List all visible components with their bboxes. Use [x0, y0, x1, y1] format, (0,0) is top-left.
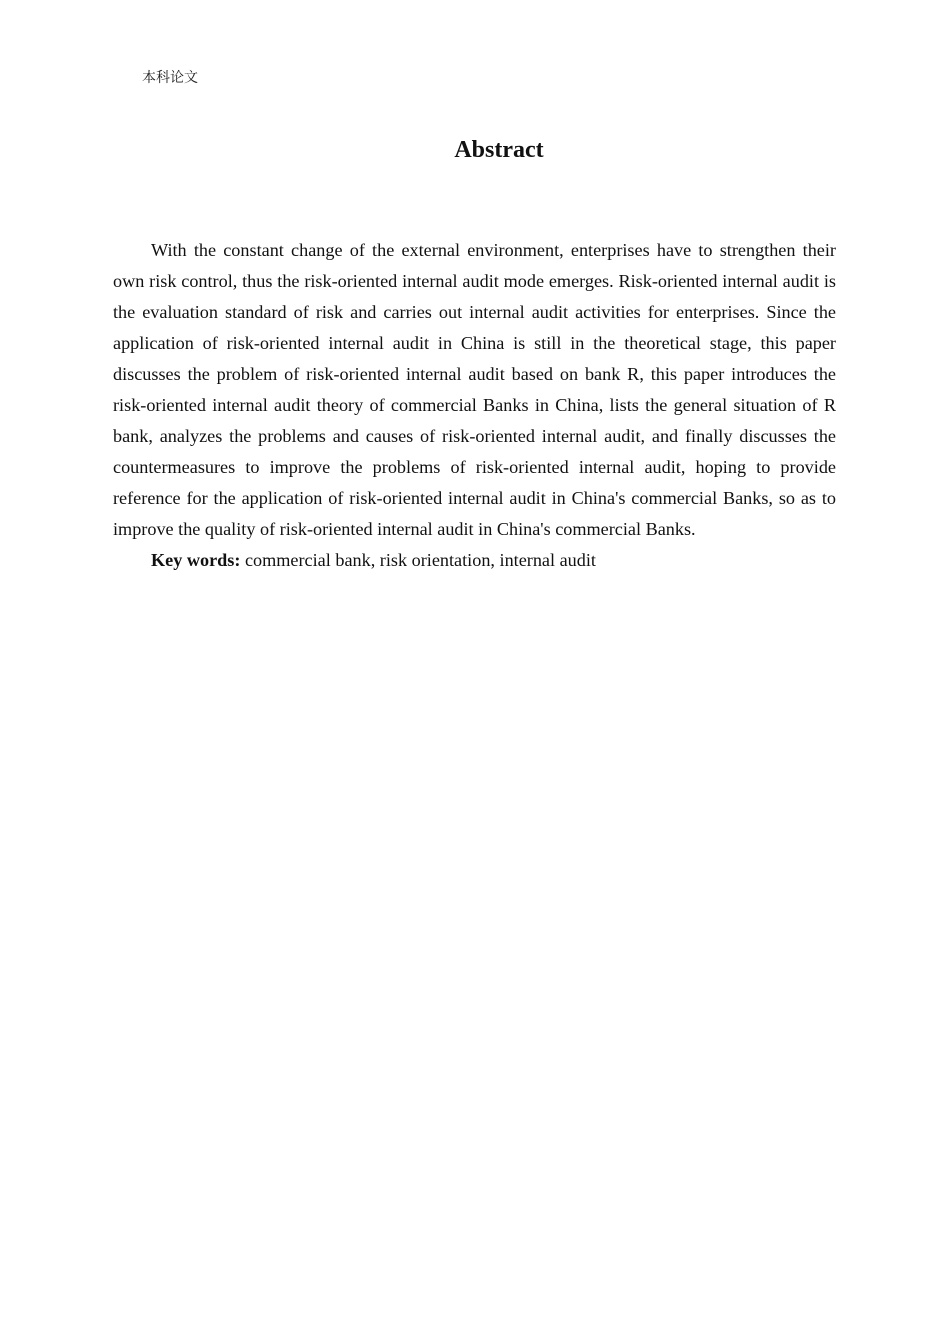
abstract-body — [113, 235, 836, 576]
abstract-title: Abstract — [454, 137, 544, 163]
abstract-paragraph: With the constant change of the external environment, enterprises have to strengthen their own risk control, thus the risk-oriented internal audit mode emerges. Risk-oriented internal audit is the evaluation standard of risk and carries out internal audit activities for enterprises. Since the application of risk-oriented internal audit in China is still in the theoretical stage, this paper discusses the problem of risk-oriented internal audit based on bank R, this paper introduces the risk-oriented internal audit theory of commercial Banks in China, lists the general situation of R bank, analyzes the problems and causes of risk-oriented internal audit, and finally discusses the countermeasures to improve the problems of risk-oriented internal audit, hoping to provide reference for the application of risk-oriented internal audit in China's commercial Banks, so as to improve the quality of risk-oriented internal audit in China's commercial Banks. — [113, 240, 836, 539]
keywords-line — [113, 545, 836, 576]
keywords-label: Key words: — [151, 550, 241, 570]
keywords-text: commercial bank, risk orientation, internal audit — [244, 550, 596, 570]
running-header: 本科论文 — [142, 70, 198, 86]
